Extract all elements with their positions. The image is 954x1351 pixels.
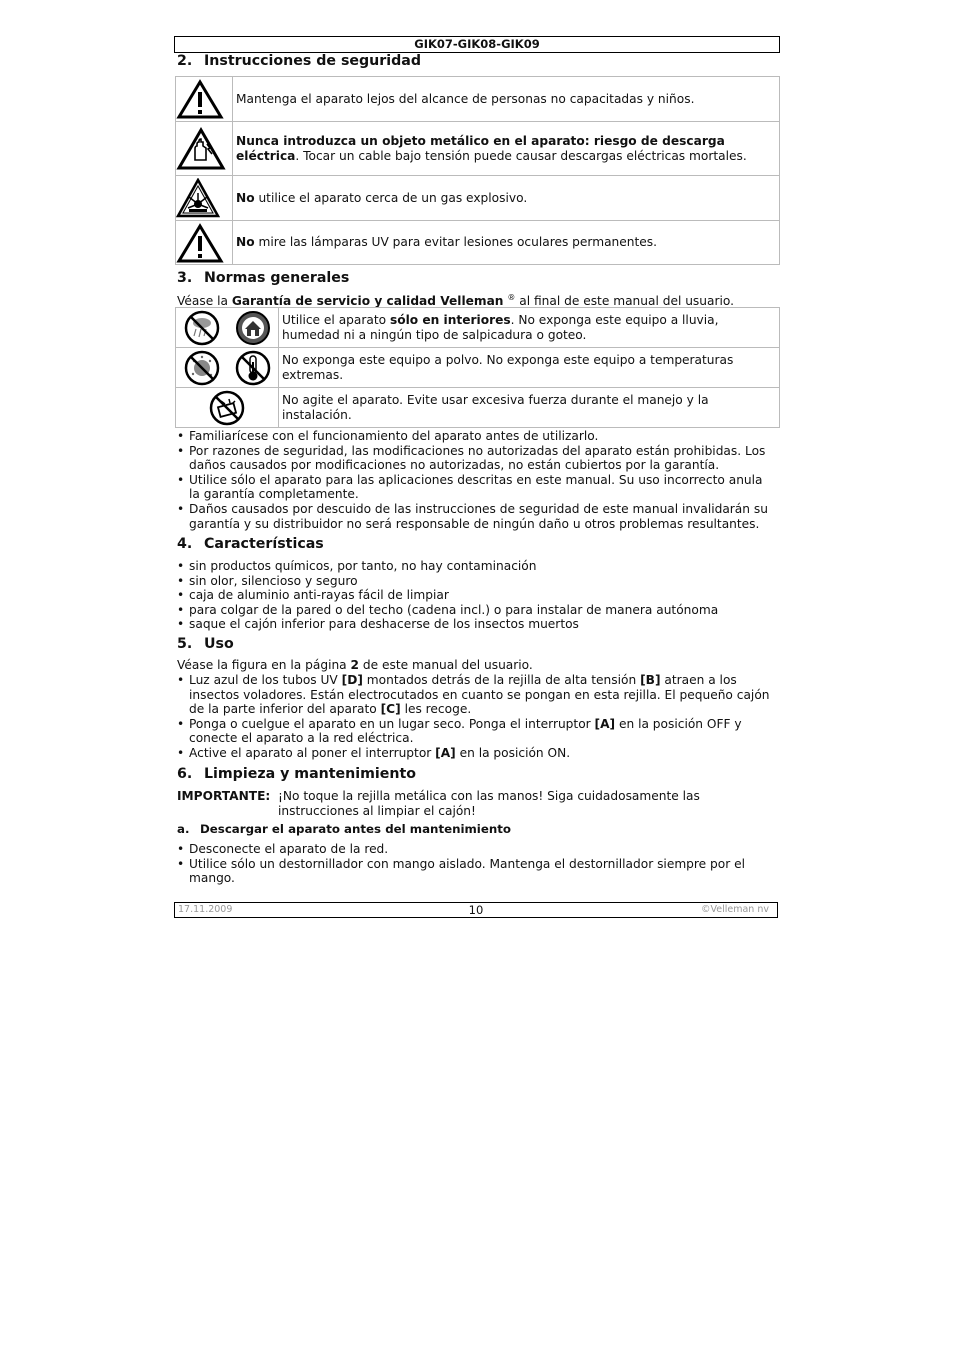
list-item: • Daños causados por descuido de las instrucciones de seguridad de este manual invalidarán su garantía y su distribuidor no será responsable de ningún daño u otros problemas resultantes. [177, 502, 777, 531]
page-number: 10 [468, 903, 484, 917]
safety-text-bold: No [236, 235, 255, 249]
no-dust-icon [183, 349, 221, 387]
safety-text: . Tocar un cable bajo tensión puede causar descargas eléctricas mortales. [295, 148, 747, 163]
safety-text: mire las lámparas UV para evitar lesiones oculares permanentes. [254, 235, 657, 249]
important-text: ¡No toque la rejilla metálica con las manos! Siga cuidadosamente las instrucciones al limpiar el cajón! [278, 789, 700, 818]
no-rain-icon [183, 309, 221, 347]
safety-text-bold: No [236, 190, 255, 205]
section-5-heading: 5. Uso [177, 636, 234, 652]
list-item: • Utilice sólo un destornillador con mango aislado. Mantenga el destornillador siempre por el mango. [177, 857, 777, 886]
warning-triangle-icon [176, 77, 233, 122]
warranty-note: Véase la Garantía de servicio y calidad Velleman ® al final de este manual del usuario. [177, 293, 734, 309]
warning-triangle-icon [176, 221, 233, 265]
list-item: • caja de aluminio anti-rayas fácil de limpiar [177, 588, 777, 603]
list-item: • Utilice sólo el aparato para las aplicaciones descritas en este manual. Su uso incorrecto anula la garantía completamente. [177, 473, 777, 502]
indoor-use-icon [234, 309, 272, 347]
footer-copyright: ©Velleman nv [701, 904, 769, 915]
important-label: IMPORTANTE: [177, 789, 271, 803]
model-numbers: GIK07-GIK08-GIK09 [414, 37, 540, 51]
figure-reference: Véase la figura en la página 2 de este manual del usuario. [177, 658, 533, 672]
safety-row [176, 77, 780, 122]
safety-row [176, 176, 780, 221]
section-4-heading: 4. Características [177, 536, 324, 552]
list-item: • Desconecte el aparato de la red. [177, 842, 777, 857]
safety-text: Mantenga el aparato lejos del alcance de personas no capacitadas y niños. [236, 91, 695, 106]
document-footer [174, 902, 778, 918]
electric-shock-hand-icon [176, 122, 233, 176]
list-item: • Luz azul de los tubos UV [D] montados detrás de la rejilla de alta tensión [B] atraen a los insectos voladores. Están electrocutados en cuanto se pongan en esta rejilla. El pequeño cajón de la parte inferior del aparato [C] les recoge. [177, 673, 777, 717]
safety-row [176, 122, 780, 176]
safety-text: utilice el aparato cerca de un gas explosivo. [254, 190, 528, 205]
maintenance-list [177, 842, 777, 886]
important-note [177, 789, 779, 818]
rule-row: Utilice el aparato sólo en interiores. No exponga este equipo a lluvia, humedad ni a ningún tipo de salpicadura o goteo. [176, 308, 780, 348]
safety-row [176, 221, 780, 265]
safety-text-bold: Nunca introduzca un objeto metálico en el aparato: riesgo de descarga eléctrica [236, 133, 725, 163]
list-item: • Por razones de seguridad, las modificaciones no autorizadas del aparato están prohibidas. Los daños causados por modificaciones no autorizadas, no están cubiertos por la garantía. [177, 444, 777, 473]
list-item: • sin olor, silencioso y seguro [177, 574, 777, 589]
general-rules-table [175, 307, 780, 428]
list-item: • Active el aparato al poner el interruptor [A] en la posición ON. [177, 746, 777, 761]
section-6-heading: 6. Limpieza y mantenimiento [177, 766, 417, 782]
list-item: • sin productos químicos, por tanto, no hay contaminación [177, 559, 777, 574]
section-3-heading: 3. Normas generales [177, 270, 350, 286]
list-item: • Familiarícese con el funcionamiento del aparato antes de utilizarlo. [177, 429, 777, 444]
document-header [174, 36, 780, 53]
safety-table [175, 76, 780, 265]
subsection-a-heading: a. Descargar el aparato antes del mantenimiento [177, 822, 511, 836]
section-2-heading: 2. Instrucciones de seguridad [177, 53, 422, 69]
no-shaking-icon [208, 389, 246, 427]
usage-list [177, 673, 777, 761]
footer-date: 17.11.2009 [178, 904, 233, 915]
list-item: • Ponga o cuelgue el aparato en un lugar seco. Ponga el interruptor [A] en la posición OFF y conecte el aparato a la red eléctrica. [177, 717, 777, 746]
list-item: • saque el cajón inferior para deshacerse de los insectos muertos [177, 617, 777, 632]
no-extreme-temperature-icon [234, 349, 272, 387]
features-list [177, 559, 777, 632]
list-item: • para colgar de la pared o del techo (cadena incl.) o para instalar de manera autónoma [177, 603, 777, 618]
rule-row: No agite el aparato. Evite usar excesiva fuerza durante el manejo y la instalación. [176, 388, 780, 428]
explosive-icon [176, 176, 233, 221]
rule-row: No exponga este equipo a polvo. No exponga este equipo a temperaturas extremas. [176, 348, 780, 388]
general-rules-list [177, 429, 777, 531]
